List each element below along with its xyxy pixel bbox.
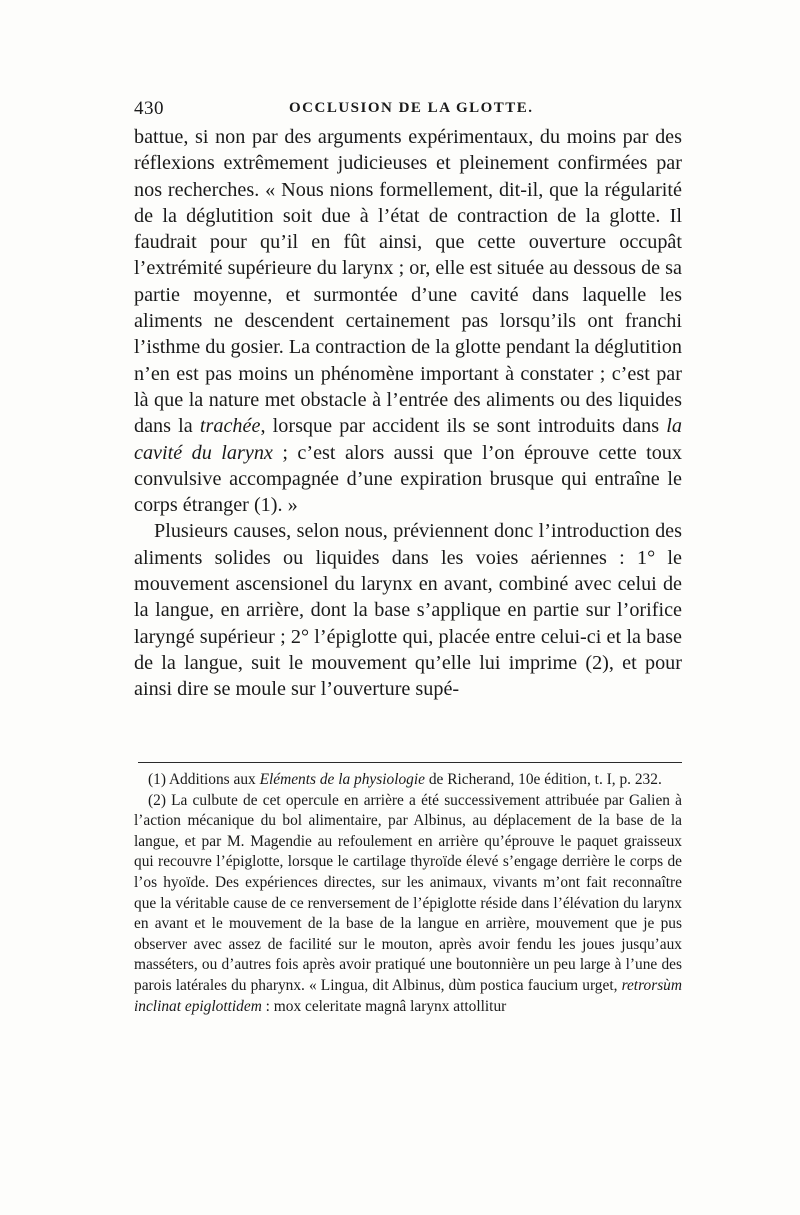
footnote-2-text-a: (2) La culbute de cet opercule en arrière a été successivement attribuée par Galien à l’action mécanique du bol alimentaire, par Albinus, au déplacement de la base de la langue, et par M. Magendie au refoulement en arrière qu’éprouve le paquet graisseux qui recouvre l’épiglotte, lorsque le cartilage thyroïde élevé s’engage derrière le corps de l’os hyoïde. Des expériences directes, sur les animaux, vivants m’ont fait reconnaître que la véritable cause de ce renversement de l’épiglotte réside dans l’élévation du larynx en avant et le mouvement de la base de la langue en arrière, mouvement que je pus observer avec assez de facilité sur le mouton, après avoir fendu les joues jusqu’aux masséters, ou d’autres fois après avoir pratiqué une boutonnière un peu large à l’une des parois latérales du pharynx. « Lingua, dit Albinus, dùm postica faucium urget,: [134, 791, 682, 994]
footnote-1-text-b: de Richerand, 10e édition, t. I, p. 232.: [425, 771, 662, 788]
running-head: OCCLUSION DE LA GLOTTE.: [289, 100, 534, 116]
footnote-rule: [138, 762, 682, 763]
page-header: [134, 98, 682, 122]
paragraph-1-italic-cavite: la cavité du larynx: [134, 415, 682, 464]
paragraph-1: [134, 124, 682, 518]
page-number: 430: [134, 98, 164, 119]
footnotes: [134, 770, 682, 1017]
footnote-2-text-b: : mox celeritate magnâ larynx attollitur: [261, 997, 507, 1015]
paragraph-1-italic-trachee: trachée: [199, 415, 261, 438]
paragraph-1-text-c: ; c’est alors aussi que l’on éprouve cette toux convulsive accompagnée d’une expiration brusque qui entraîne le corps étranger (1). »: [134, 441, 682, 517]
footnote-2-italic-quote: retrorsùm inclinat epiglottidem: [134, 976, 682, 1015]
footnote-1: [134, 770, 682, 791]
paragraph-2: Plusieurs causes, selon nous, préviennent donc l’introduction des aliments solides ou liquides dans les voies aériennes : 1° le mouvement ascensionel du larynx en avant, combiné avec celui de la langue, en arrière, dont la base s’applique en partie sur l’orifice laryngé supérieur ; 2° l’épiglotte qui, placée entre celui-ci et la base de la langue, suit le mouvement qu’elle lui imprime (2), et pour ainsi dire se moule sur l’ouverture supé-: [134, 520, 682, 701]
footnote-2: [134, 791, 682, 1018]
footnote-1-text-a: (1) Additions aux: [148, 771, 260, 788]
main-text: [134, 124, 682, 703]
paragraph-1-text-a: battue, si non par des arguments expérimentaux, du moins par des réflexions extrêmement judicieuses et pleinement confirmées par nos recherches. « Nous nions formellement, dit-il, que la régularité de la déglutition soit due à l’état de contraction de la glotte. Il faudrait pour qu’il en fût ainsi, que cette ouverture occupât l’extrémité supérieure du larynx ; or, elle est située au dessous de sa partie moyenne, et surmontée d’une cavité dans laquelle les aliments ne descendent certainement pas lorsqu’ils ont franchi l’isthme du gosier. La contraction de la glotte pendant la déglutition n’en est pas moins un phénomène important à constater ; c’est par là que la nature met obstacle à l’entrée des aliments ou des liquides dans la: [134, 126, 682, 438]
footnote-1-italic-title: Eléments de la physiologie: [259, 771, 425, 788]
paragraph-1-text-b: , lorsque par accident ils se sont introduits dans: [260, 415, 667, 438]
